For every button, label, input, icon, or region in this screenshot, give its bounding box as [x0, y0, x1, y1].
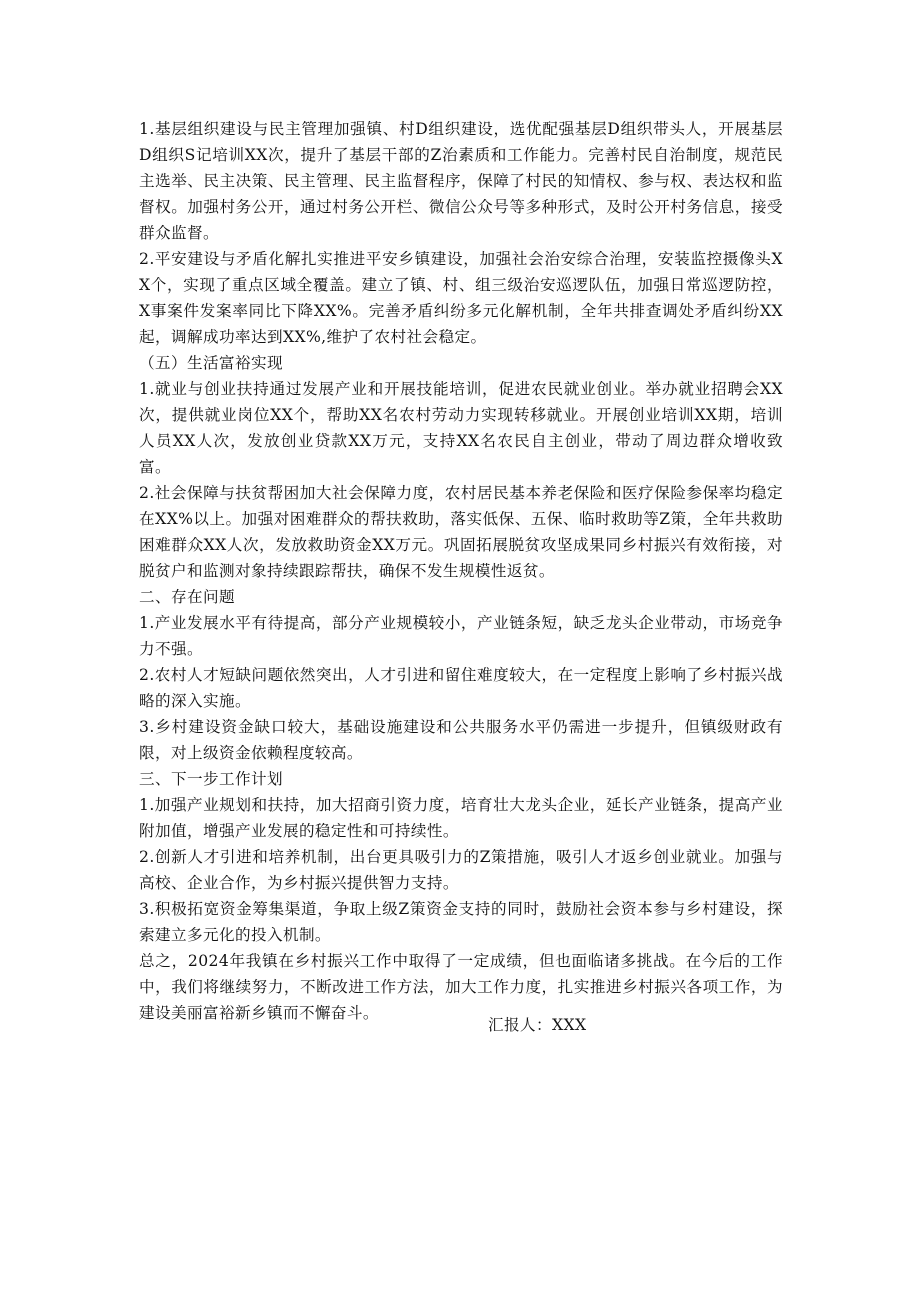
- paragraph-problem-industry: 1.产业发展水平有待提高，部分产业规模较小，产业链条短，缺乏龙头企业带动，市场竞争力不强。: [139, 614, 783, 658]
- section-heading-prosperity: （五）生活富裕实现: [139, 354, 283, 372]
- section-heading-plan: 三、下一步工作计划: [139, 770, 283, 788]
- paragraph-plan-funding: 3.积极拓宽资金筹集渠道，争取上级Z策资金支持的同时，鼓励社会资本参与乡村建设，探索建立多元化的投入机制。: [139, 900, 783, 944]
- paragraph-plan-industry: 1.加强产业规划和扶持，加大招商引资力度，培育壮大龙头企业，延长产业链条，提高产业附加值，增强产业发展的稳定性和可持续性。: [139, 796, 783, 840]
- section-heading-problems: 二、存在问题: [139, 588, 235, 606]
- paragraph-problem-funding: 3.乡村建设资金缺口较大，基础设施建设和公共服务水平仍需进一步提升，但镇级财政有限，对上级资金依赖程度较高。: [139, 718, 783, 762]
- paragraph-problem-talent: 2.农村人才短缺问题依然突出，人才引进和留住难度较大，在一定程度上影响了乡村振兴战略的深入实施。: [139, 666, 783, 710]
- signature: 汇报人：XXX: [488, 1016, 587, 1034]
- document-body: [139, 116, 783, 1026]
- paragraph-employment: 1.就业与创业扶持通过发展产业和开展技能培训，促进农民就业创业。举办就业招聘会XX次，提供就业岗位XX个，帮助XX名农村劳动力实现转移就业。开展创业培训XX期，培训人员XX人次，发放创业贷款XX万元，支持XX名农民自主创业，带动了周边群众增收致富。: [139, 380, 783, 476]
- paragraph-conclusion: 总之，2024年我镇在乡村振兴工作中取得了一定成绩，但也面临诸多挑战。在今后的工作中，我们将继续努力，不断改进工作方法，加大工作力度，扎实推进乡村振兴各项工作，为建设美丽富裕新乡镇而不懈奋斗。: [139, 952, 783, 1022]
- paragraph-social-security: 2.社会保障与扶贫帮困加大社会保障力度，农村居民基本养老保险和医疗保险参保率均稳定在XX%以上。加强对困难群众的帮扶救助，落实低保、五保、临时救助等Z策，全年共救助困难群众XX人次，发放救助资金XX万元。巩固拓展脱贫攻坚成果同乡村振兴有效衔接，对脱贫户和监测对象持续跟踪帮扶，确保不发生规模性返贫。: [139, 484, 783, 580]
- paragraph-safety: 2.平安建设与矛盾化解扎实推进平安乡镇建设，加强社会治安综合治理，安装监控摄像头XX个，实现了重点区域全覆盖。建立了镇、村、组三级治安巡逻队伍，加强日常巡逻防控，X事案件发案率同比下降XX%。完善矛盾纠纷多元化解机制，全年共排查调处矛盾纠纷XX起，调解成功率达到XX%,维护了农村社会稳定。: [139, 250, 783, 346]
- paragraph-governance: 1.基层组织建设与民主管理加强镇、村D组织建设，选优配强基层D组织带头人，开展基层D组织S记培训XX次，提升了基层干部的Z治素质和工作能力。完善村民自治制度，规范民主选举、民主决策、民主管理、民主监督程序，保障了村民的知情权、参与权、表达权和监督权。加强村务公开，通过村务公开栏、微信公众号等多种形式，及时公开村务信息，接受群众监督。: [139, 120, 783, 242]
- paragraph-plan-talent: 2.创新人才引进和培养机制，出台更具吸引力的Z策措施，吸引人才返乡创业就业。加强与高校、企业合作，为乡村振兴提供智力支持。: [139, 848, 783, 892]
